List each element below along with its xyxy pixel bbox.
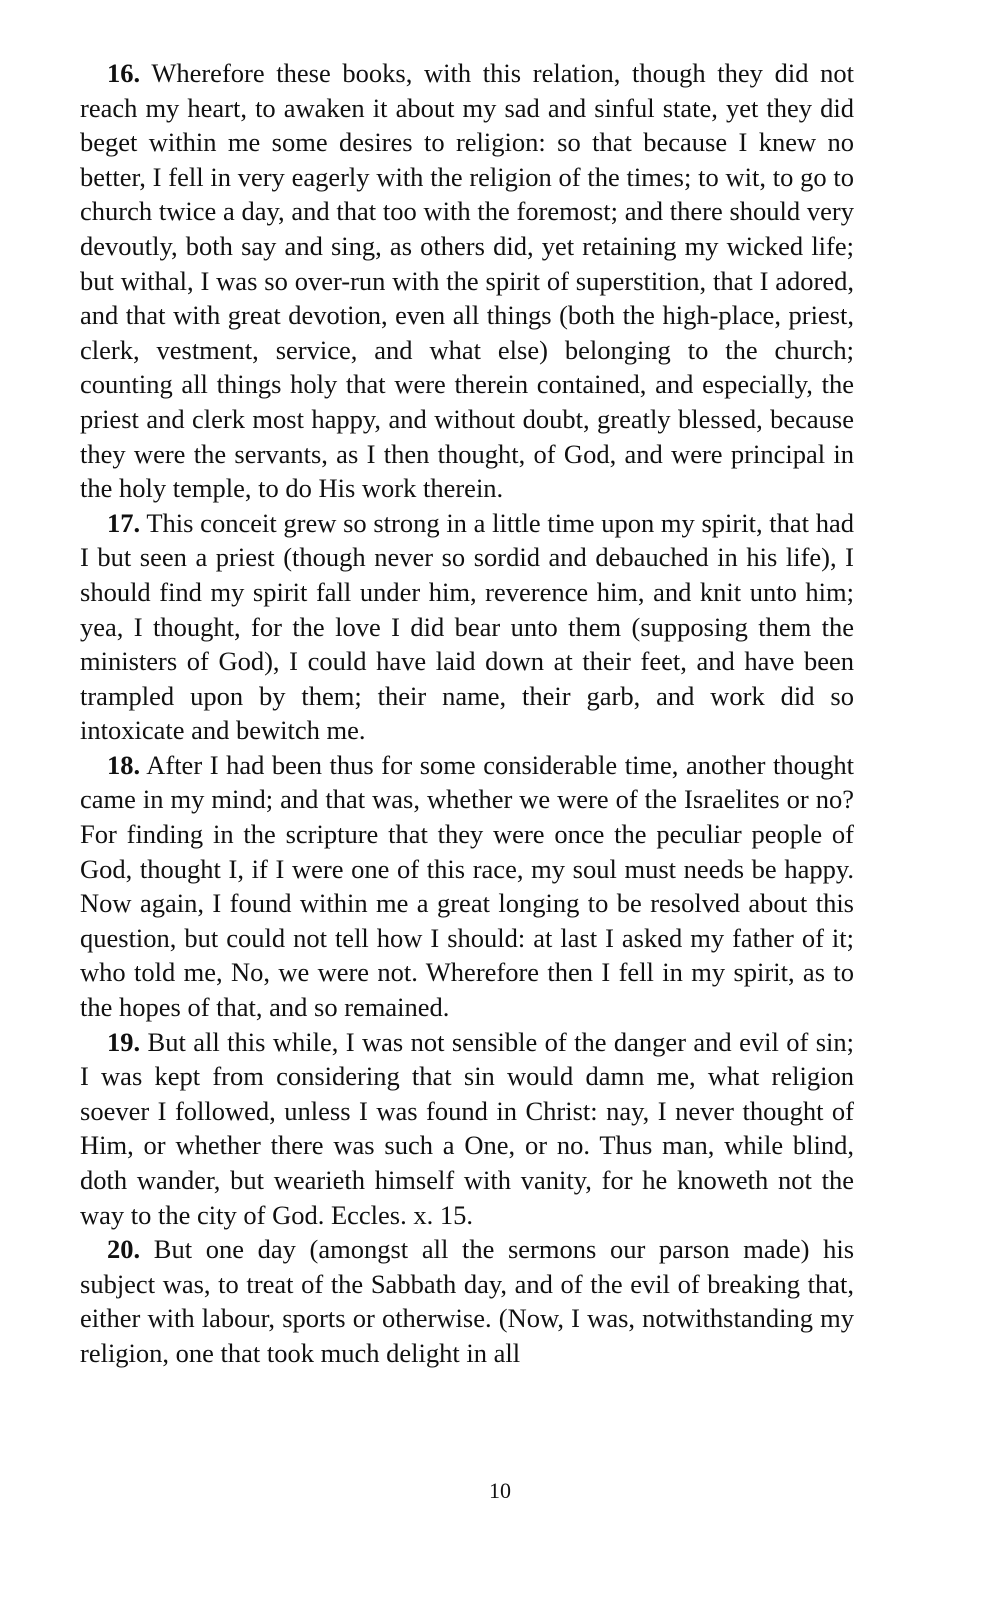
paragraph-number: 20.: [107, 1234, 141, 1265]
paragraph-number: 17.: [107, 507, 141, 538]
paragraph-17: [80, 506, 854, 748]
page-body: [80, 56, 854, 1371]
paragraph-text: But one day (amongst all the sermons our parson made) his subject was, to treat of the Sabbath day, and of the evil of breaking that, either with labour, sports or otherwise. (Now, I was, notwithstanding my religion, one that took much delight in all: [80, 1234, 855, 1368]
paragraph-number: 19.: [107, 1026, 141, 1057]
paragraph-text: This conceit grew so strong in a little time upon my spirit, that had I but seen a priest (though never so sordid and debauched in his life), I should find my spirit fall under him, reverence him, and knit unto him; yea, I thought, for the love I did bear unto them (supposing them the ministers of God), I could have laid down at their feet, and have been trampled upon by them; their name, their garb, and work did so intoxicate and bewitch me.: [80, 507, 854, 746]
paragraph-20: [80, 1232, 854, 1370]
paragraph-text: After I had been thus for some considerable time, another thought came in my mind; and that was, whether we were of the Israelites or no? For finding in the scripture that they were once the peculiar people of God, thought I, if I were one of this race, my soul must needs be happy. Now again, I found within me a great longing to be resolved about this question, but could not tell how I should: at last I asked my father of it; who told me, No, we were not. Wherefore then I fell in my spirit, as to the hopes of that, and so remained.: [80, 749, 854, 1023]
paragraph-number: 16.: [107, 58, 141, 88]
paragraph-19: [80, 1025, 854, 1233]
page-number: 10: [489, 1478, 511, 1503]
paragraph-18: [80, 748, 854, 1025]
paragraph-number: 18.: [107, 749, 141, 780]
paragraph-16: [80, 56, 854, 506]
paragraph-text: Wherefore these books, with this relation, though they did not reach my heart, to awaken it about my sad and sinful state, yet they did beget within me some desires to religion: so that because I knew no better, I fell in very eagerly with the religion of the times; to wit, to go to church twice a day, and that too with the foremost; and there should very devoutly, both say and sing, as others did, yet retaining my wicked life; but withal, I was so over-run with the spirit of superstition, that I adored, and that with great devotion, even all things (both the high-place, priest, clerk, vestment, service, and what else) belonging to the church; counting all things holy that were therein contained, and especially, the priest and clerk most happy, and without doubt, greatly blessed, because they were the servants, as I then thought, of God, and were principal in the holy temple, to do His work therein.: [80, 58, 854, 504]
paragraph-text: But all this while, I was not sensible of the danger and evil of sin; I was kept from considering that sin would damn me, what religion soever I followed, unless I was found in Christ: nay, I never thought of Him, or whether there was such a One, or no. Thus man, while blind, doth wander, but wearieth himself with vanity, for he knoweth not the way to the city of God. Eccles. x. 15.: [80, 1026, 855, 1230]
